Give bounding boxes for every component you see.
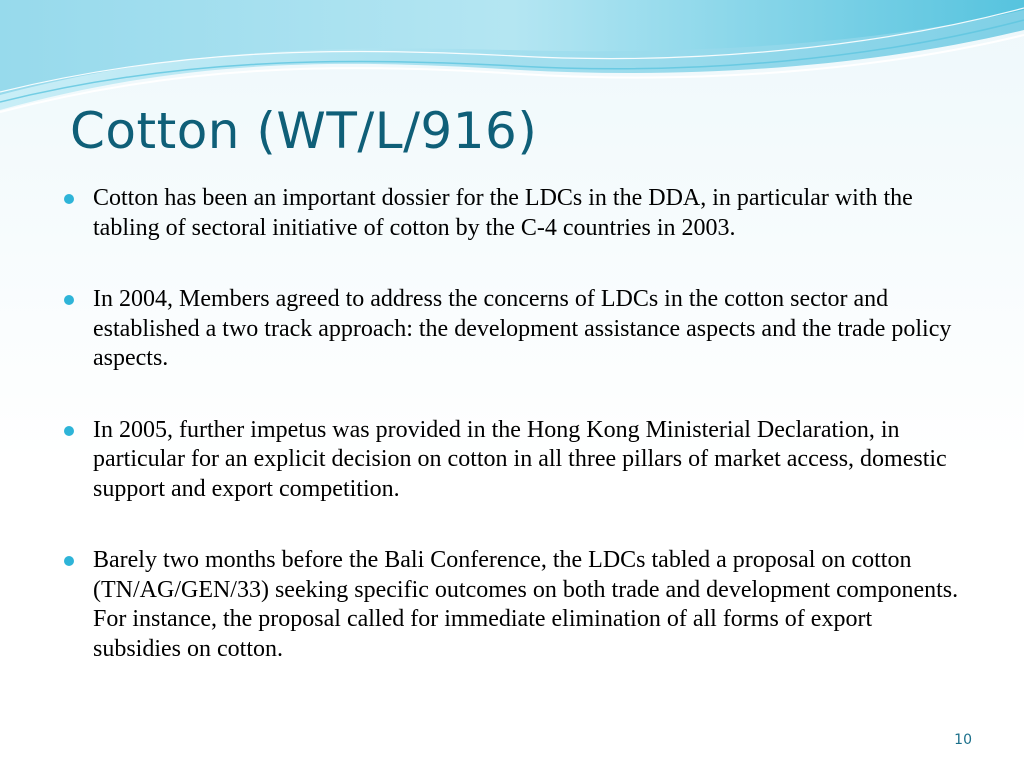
bullet-dot-icon	[64, 295, 74, 305]
bullet-item	[62, 416, 962, 505]
bullet-text: In 2004, Members agreed to address the concerns of LDCs in the cotton sector and established a two track approach: the development assistance aspects and the trade policy aspects.	[93, 286, 952, 371]
bullet-item	[62, 546, 962, 664]
bullet-dot-icon	[64, 194, 74, 204]
bullet-text: Barely two months before the Bali Conference, the LDCs tabled a proposal on cotton (TN/AG/GEN/33) seeking specific outcomes on both trade and development components. For instance, the proposal called for immediate elimination of all forms of export subsidies on cotton.	[93, 547, 959, 662]
slide-title: Cotton (WT/L/916)	[70, 102, 538, 160]
bullet-item	[62, 184, 962, 243]
bullet-list	[62, 184, 962, 706]
page-number: 10	[954, 732, 972, 748]
bullet-item	[62, 285, 962, 374]
bullet-text: Cotton has been an important dossier for the LDCs in the DDA, in particular with the tabling of sectoral initiative of cotton by the C-4 countries in 2003.	[93, 185, 913, 241]
bullet-dot-icon	[64, 556, 74, 566]
bullet-dot-icon	[64, 426, 74, 436]
bullet-text: In 2005, further impetus was provided in the Hong Kong Ministerial Declaration, in particular for an explicit decision on cotton in all three pillars of market access, domestic support and export competition.	[93, 416, 947, 502]
